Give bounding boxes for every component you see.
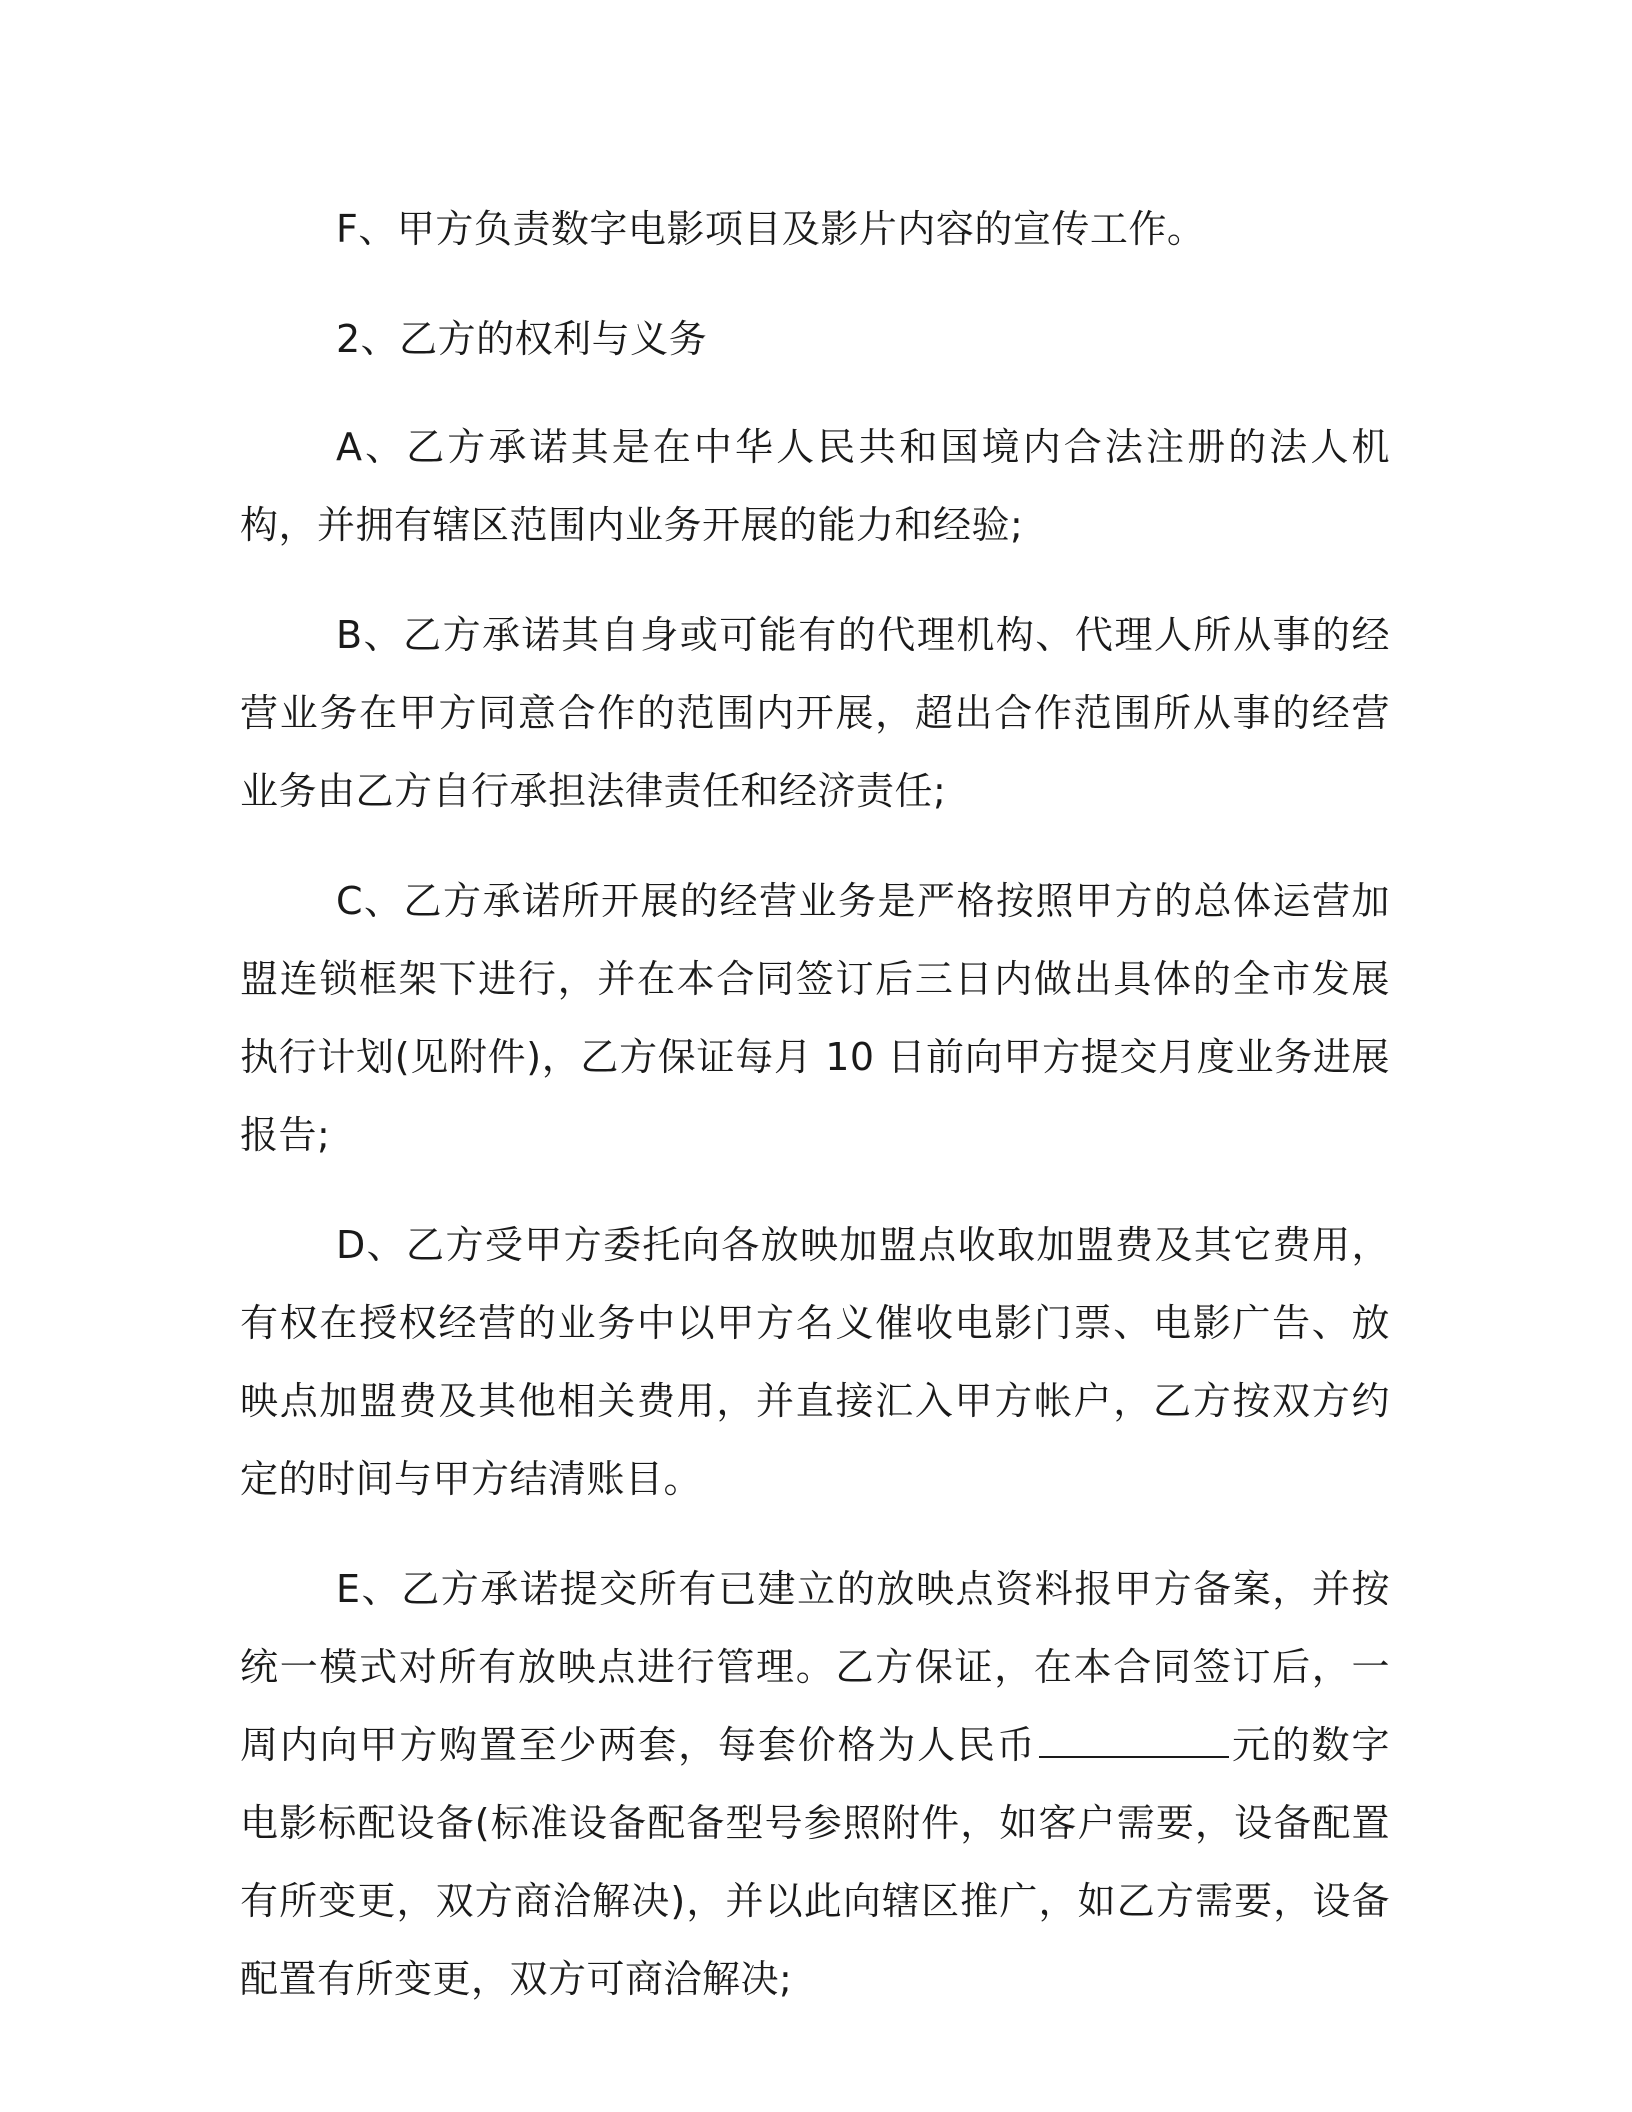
- paragraph-c: C、乙方承诺所开展的经营业务是严格按照甲方的总体运营加盟连锁框架下进行，并在本合同签订后三日内做出具体的全市发展执行计划(见附件)，乙方保证每月 10 日前向甲方提交月度业务进展报告;: [240, 879, 1390, 1157]
- paragraph-a: A、乙方承诺其是在中华人民共和国境内合法注册的法人机构，并拥有辖区范围内业务开展的能力和经验;: [240, 425, 1390, 547]
- section-heading-2: 2、乙方的权利与义务: [336, 317, 708, 361]
- price-blank-line: [1039, 1720, 1229, 1758]
- document-body: [240, 190, 1390, 2050]
- paragraph-e: [240, 1550, 1390, 2018]
- paragraph-d: D、乙方受甲方委托向各放映加盟点收取加盟费及其它费用，有权在授权经营的业务中以甲方名义催收电影门票、电影广告、放映点加盟费及其他相关费用，并直接汇入甲方帐户，乙方按双方约定的时间与甲方结清账目。: [240, 1223, 1390, 1501]
- paragraph-b: B、乙方承诺其自身或可能有的代理机构、代理人所从事的经营业务在甲方同意合作的范围内开展，超出合作范围所从事的经营业务由乙方自行承担法律责任和经济责任;: [240, 613, 1390, 813]
- paragraph-f: F、甲方负责数字电影项目及影片内容的宣传工作。: [336, 207, 1206, 251]
- paragraph-e-after: 元的数字电影标配设备(标准设备配备型号参照附件，如客户需要，设备配置有所变更，双方商洽解决)，并以此向辖区推广，如乙方需要，设备配置有所变更，双方可商洽解决;: [240, 1723, 1390, 2001]
- paragraph-e-before: E、乙方承诺提交所有已建立的放映点资料报甲方备案，并按统一模式对所有放映点进行管理。乙方保证，在本合同签订后，一周内向甲方购置至少两套，每套价格为人民币: [240, 1567, 1390, 1767]
